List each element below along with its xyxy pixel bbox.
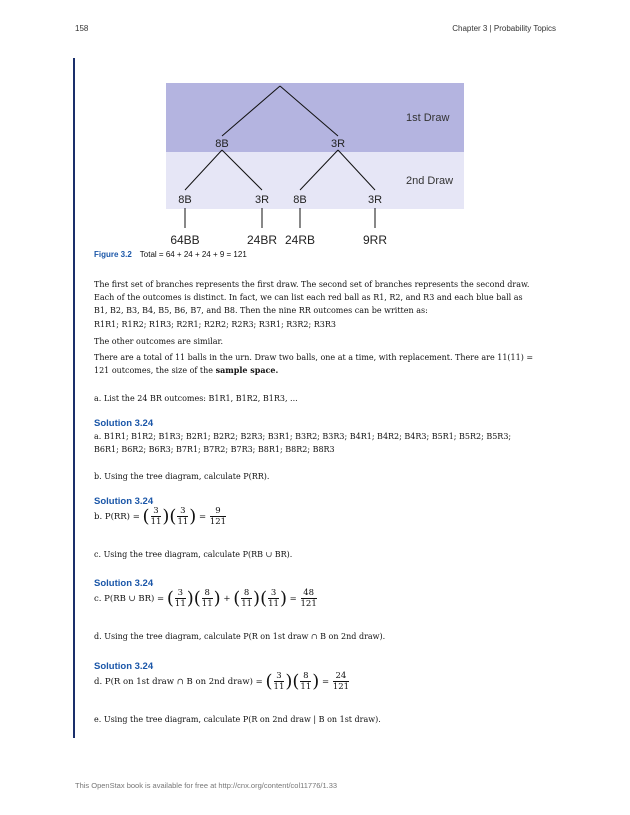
outcome-rr: 9RR xyxy=(362,233,388,247)
paren-open: ( xyxy=(193,588,201,609)
paren-open: ( xyxy=(233,588,241,609)
paren-open: ( xyxy=(166,588,174,609)
paren-close: ) xyxy=(279,588,287,609)
fraction-24-121: $\frac{24}{121}$ xyxy=(332,671,350,692)
paren-open: ( xyxy=(169,506,177,527)
sample-space-term: sample space. xyxy=(215,365,279,375)
equals-sign: = xyxy=(321,677,330,687)
paren-open: ( xyxy=(292,671,300,692)
node-l2-4: 3R xyxy=(367,194,383,206)
footer-note: This OpenStax book is available for free at http://cnx.org/content/col11776/1.33 xyxy=(75,781,338,790)
fraction-8-11: $\frac{8}{11}$ xyxy=(201,588,213,609)
figure-caption-text: Total = 64 + 24 + 24 + 9 = 121 xyxy=(139,250,247,259)
solution-b xyxy=(94,506,538,527)
solution-heading-d: Solution 3.24 xyxy=(94,661,154,672)
page-number: 158 xyxy=(75,24,89,33)
tree-diagram xyxy=(0,0,630,260)
node-l2-3: 8B xyxy=(293,194,307,206)
question-b: b. Using the tree diagram, calculate P(RR). xyxy=(94,472,270,481)
question-c: c. Using the tree diagram, calculate P(RB ∪ BR). xyxy=(94,550,293,559)
label-second-draw: 2nd Draw xyxy=(406,175,454,187)
paren-close: ) xyxy=(189,506,197,527)
solution-heading-c: Solution 3.24 xyxy=(94,578,154,589)
question-d: d. Using the tree diagram, calculate P(R on 1st draw ∩ B on 2nd draw). xyxy=(94,632,386,641)
sample-space-text: There are a total of 11 balls in the urn. Draw two balls, one at a time, with replacement. There are 11(11) = 121 outcomes, the size of the xyxy=(94,353,534,375)
fraction-8-11: $\frac{8}{11}$ xyxy=(300,671,312,692)
fraction-3-11: $\frac{3}{11}$ xyxy=(150,506,162,527)
outcome-bb: 64BB xyxy=(170,233,200,247)
node-l2-1: 8B xyxy=(178,194,192,206)
paren-close: ) xyxy=(162,506,170,527)
equals-sign: = xyxy=(289,594,297,604)
fraction-3-11: $\frac{3}{11}$ xyxy=(268,588,279,609)
paragraph-branches: The first set of branches represents the first draw. The second set of branches represents the second draw. Each of the outcomes is distinct. In fact, we can list each red ball as R1, R2, and R3 and each blue ball as B1, B2, B3, B4, B5, B6, B7, and B8. Then the nine RR outcomes can be written as: xyxy=(94,280,530,315)
node-l2-2: 3R xyxy=(254,194,270,206)
solution-b-prefix: b. P(RR) = xyxy=(94,512,140,522)
paren-open: ( xyxy=(260,588,268,609)
paren-open: ( xyxy=(142,506,150,527)
solution-c-prefix: c. P(RB ∪ BR) = xyxy=(94,594,165,604)
equals-sign: = xyxy=(199,512,207,522)
label-first-draw: 1st Draw xyxy=(406,112,450,124)
solution-heading-a: Solution 3.24 xyxy=(94,418,154,429)
fraction-48-121: $\frac{48}{121}$ xyxy=(300,588,317,609)
paren-close: ) xyxy=(285,671,293,692)
paren-close: ) xyxy=(312,671,320,692)
paren-close: ) xyxy=(186,588,194,609)
fraction-8-11: $\frac{8}{11}$ xyxy=(241,588,253,609)
node-l1-right: 3R xyxy=(330,138,346,150)
outcome-br: 24BR xyxy=(246,233,278,247)
node-l1-left: 8B xyxy=(215,138,229,150)
paragraph-rr-outcomes: R1R1; R1R2; R1R3; R2R1; R2R2; R2R3; R3R1; R3R2; R3R3 xyxy=(94,320,336,329)
solution-a: a. B1R1; B1R2; B1R3; B2R1; B2R2; B2R3; B3R1; B3R2; B3R3; B4R1; B4R2; B4R3; B5R1; B5R2; B5R3; B6R1; B6R2; B6R3; B7R1; B7R2; B7R3; B8R1; B8R2; B8R3 xyxy=(94,432,512,454)
paren-close: ) xyxy=(213,588,221,609)
fraction-3-11: $\frac{3}{11}$ xyxy=(174,588,186,609)
solution-heading-b: Solution 3.24 xyxy=(94,496,154,507)
fraction-3-11: $\frac{3}{11}$ xyxy=(177,506,189,527)
paren-open: ( xyxy=(265,671,273,692)
fraction-3-11: $\frac{3}{11}$ xyxy=(273,671,285,692)
solution-d xyxy=(94,671,538,692)
question-e: e. Using the tree diagram, calculate P(R on 2nd draw | B on 1st draw). xyxy=(94,715,381,724)
paren-close: ) xyxy=(253,588,261,609)
paragraph-sample-space xyxy=(94,351,538,377)
fraction-9-121: $\frac{9}{121}$ xyxy=(209,506,227,527)
figure-caption xyxy=(94,250,247,259)
solution-c xyxy=(94,588,538,609)
outcome-rb: 24RB xyxy=(284,233,316,247)
paragraph-other-outcomes: The other outcomes are similar. xyxy=(94,337,223,346)
figure-label: Figure 3.2 xyxy=(94,250,132,259)
question-a: a. List the 24 BR outcomes: B1R1, B1R2, B1R3, ... xyxy=(94,394,298,403)
solution-d-prefix: d. P(R on 1st draw ∩ B on 2nd draw) = xyxy=(94,677,263,687)
plus-sign: + xyxy=(223,594,231,604)
running-head: Chapter 3 | Probability Topics xyxy=(452,24,556,33)
